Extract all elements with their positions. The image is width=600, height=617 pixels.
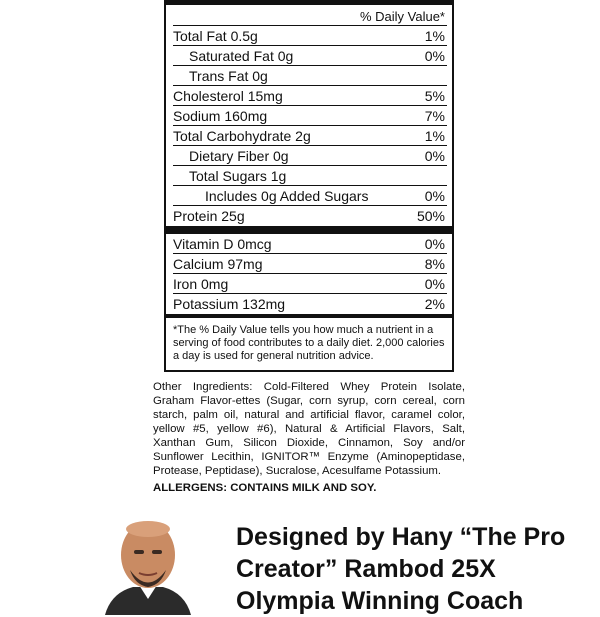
nutrient-row-total-fat <box>173 26 447 46</box>
daily-value-footnote: *The % Daily Value tells you how much a nutrient in a serving of food contributes to a daily diet. 2,000 calories a day is used for general nutrition advice. <box>166 314 452 363</box>
nutrient-label: Includes 0g Added Sugars <box>205 187 369 204</box>
vitamin-dv: 2% <box>424 296 445 312</box>
nutrient-dv: 0% <box>424 187 445 204</box>
nutrient-row-added-sugars <box>173 186 447 206</box>
thick-divider <box>166 226 452 234</box>
coach-photo <box>103 515 193 615</box>
nutrient-dv: 7% <box>424 107 445 124</box>
nutrient-dv: 1% <box>424 127 445 144</box>
daily-value-header: % Daily Value* <box>173 5 447 26</box>
nutrient-label: Total Carbohydrate 2g <box>173 127 311 144</box>
vitamin-label: Potassium 132mg <box>173 296 286 312</box>
nutrient-dv: 0% <box>424 47 445 64</box>
vitamin-label: Iron 0mg <box>173 275 229 292</box>
nutrient-row-total-carbohydrate <box>173 126 447 146</box>
nutrient-dv: 5% <box>424 87 445 104</box>
nutrient-label: Trans Fat 0g <box>189 67 268 84</box>
vitamin-dv: 0% <box>424 275 445 292</box>
nutrient-label: Cholesterol 15mg <box>173 87 283 104</box>
nutrient-label: Protein 25g <box>173 208 245 224</box>
nutrient-label: Sodium 160mg <box>173 107 268 124</box>
vitamin-label: Vitamin D 0mcg <box>173 235 272 252</box>
vitamin-row-potassium <box>173 294 447 314</box>
coach-promo-text <box>236 521 596 617</box>
promo-line-3: Olympia Winning Coach <box>236 587 524 615</box>
nutrient-row-trans-fat <box>173 66 447 86</box>
nutrient-label: Dietary Fiber 0g <box>189 147 289 164</box>
ingredients-text: Other Ingredients: Cold-Filtered Whey Protein Isolate, Graham Flavor-ettes (Sugar, corn syrup, corn cereal, corn starch, palm oil, natural and artificial flavor, caramel color, yellow #5, yellow #6), Natural & Artificial Flavors, Salt, Xanthan Gum, Silicon Dioxide, Cinnamon, Soy and/or Sunflower Lecithin, IGNITOR™ Enzyme (Aminopeptidase, Protease, Peptidase), Sucralose, Acesulfame Potassium. <box>153 381 465 477</box>
promo-line-2: Creator” Rambod 25X <box>236 555 496 583</box>
nutrient-label: Total Sugars 1g <box>189 167 287 184</box>
nutrient-row-saturated-fat <box>173 46 447 66</box>
nutrient-row-protein <box>173 206 447 226</box>
vitamin-dv: 8% <box>424 255 445 272</box>
vitamin-label: Calcium 97mg <box>173 255 263 272</box>
vitamin-row-vitamin-d <box>173 234 447 254</box>
nutrient-label: Total Fat 0.5g <box>173 27 258 44</box>
vitamin-dv: 0% <box>424 235 445 252</box>
promo-line-1: Designed by Hany “The Pro <box>236 523 566 551</box>
nutrient-dv: 1% <box>424 27 445 44</box>
allergens-text: ALLERGENS: CONTAINS MILK AND SOY. <box>153 482 377 494</box>
nutrient-label: Saturated Fat 0g <box>189 47 294 64</box>
vitamin-row-calcium <box>173 254 447 274</box>
nutrient-row-dietary-fiber <box>173 146 447 166</box>
nutrition-facts-panel <box>164 0 454 372</box>
nutrient-dv: 50% <box>416 208 445 224</box>
nutrient-row-sodium <box>173 106 447 126</box>
nutrient-dv: 0% <box>424 147 445 164</box>
nutrient-row-total-sugars <box>173 166 447 186</box>
vitamin-row-iron <box>173 274 447 294</box>
nutrient-row-cholesterol <box>173 86 447 106</box>
